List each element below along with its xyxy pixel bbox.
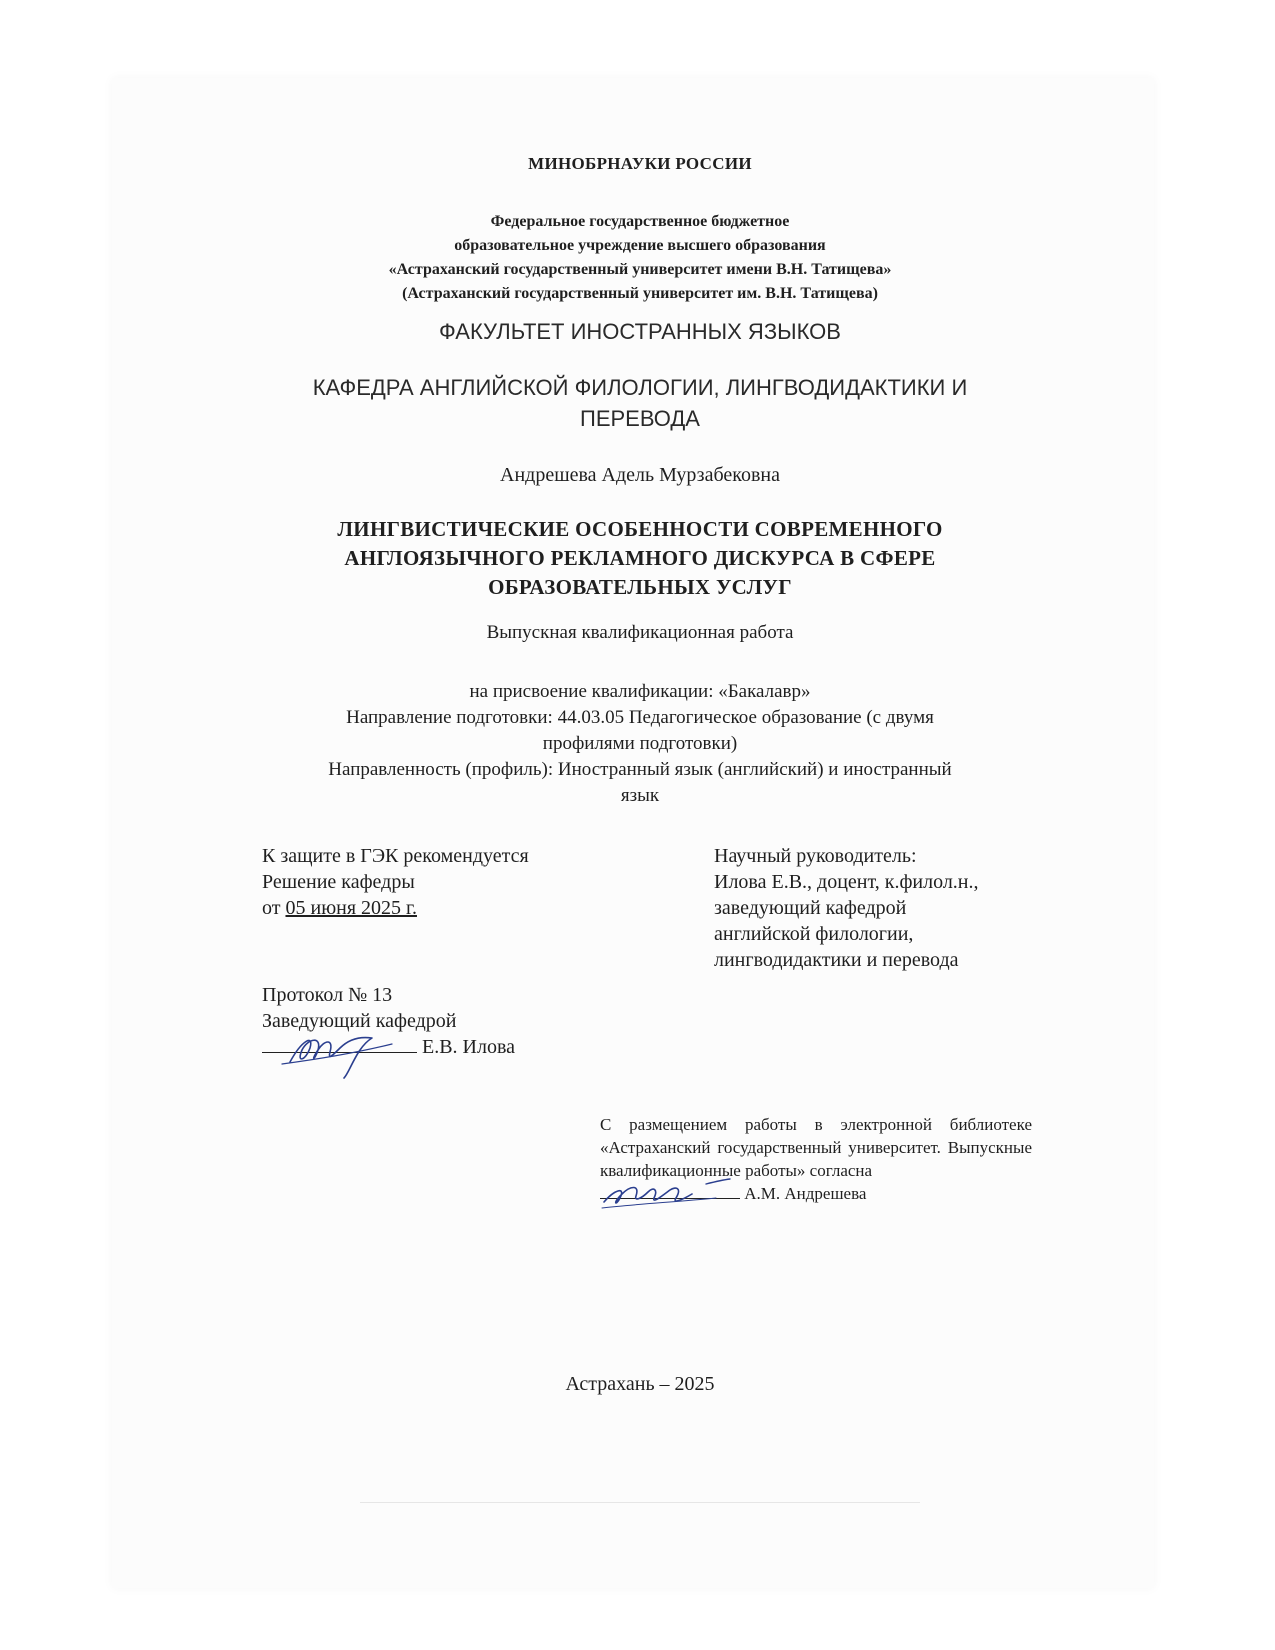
supervisor-line: Научный руководитель: bbox=[714, 845, 917, 867]
qualification-line: язык bbox=[620, 785, 660, 806]
institution-line: образовательное учреждение высшего образования bbox=[454, 237, 826, 254]
qualification-line: профилями подготовки) bbox=[542, 733, 738, 754]
ministry-name: МИНОБРНАУКИ РОССИИ bbox=[528, 154, 752, 173]
qualification-line: Направление подготовки: 44.03.05 Педагогическое образование (с двумя bbox=[346, 707, 934, 728]
supervisor-line: английской филологии, bbox=[714, 923, 914, 945]
signature-blank bbox=[600, 1182, 740, 1199]
signature-blank bbox=[262, 1034, 417, 1053]
institution-line: Федеральное государственное бюджетное bbox=[490, 213, 790, 230]
supervisor-block bbox=[714, 843, 1054, 973]
work-type: Выпускная квалификационная работа bbox=[486, 622, 794, 643]
defense-date: 05 июня 2025 г. bbox=[285, 897, 417, 919]
defense-date-line bbox=[262, 895, 642, 921]
department-name bbox=[265, 372, 1015, 434]
defense-line: Решение кафедры bbox=[262, 871, 415, 893]
department-line: ПЕРЕВОДА bbox=[580, 406, 700, 431]
head-signer-name: Е.В. Илова bbox=[422, 1036, 516, 1058]
institution-name bbox=[265, 210, 1015, 306]
title-line: ЛИНГВИСТИЧЕСКИЕ ОСОБЕННОСТИ СОВРЕМЕННОГО bbox=[337, 517, 943, 541]
supervisor-line: Илова Е.В., доцент, к.филол.н., bbox=[714, 871, 979, 893]
institution-line: (Астраханский государственный университет им. В.Н. Татищева) bbox=[402, 285, 878, 302]
thesis-title bbox=[265, 515, 1015, 602]
title-line: ОБРАЗОВАТЕЛЬНЫХ УСЛУГ bbox=[488, 575, 792, 599]
defense-line: К защите в ГЭК рекомендуется bbox=[262, 845, 529, 867]
head-signature-line bbox=[262, 1034, 642, 1060]
title-line: АНГЛОЯЗЫЧНОГО РЕКЛАМНОГО ДИСКУРСА В СФЕРЕ bbox=[344, 546, 936, 570]
student-signature-line bbox=[600, 1182, 1032, 1205]
department-line: КАФЕДРА АНГЛИЙСКОЙ ФИЛОЛОГИИ, ЛИНГВОДИДАКТИКИ И bbox=[312, 375, 968, 400]
qualification-line: Направленность (профиль): Иностранный язык (английский) и иностранный bbox=[328, 759, 952, 780]
author-name: Андрешева Адель Мурзабековна bbox=[500, 464, 780, 486]
student-signer-name: А.М. Андрешева bbox=[744, 1184, 867, 1203]
city-year: Астрахань – 2025 bbox=[565, 1373, 715, 1395]
institution-line: «Астраханский государственный университет имени В.Н. Татищева» bbox=[388, 261, 892, 278]
defense-recommendation bbox=[262, 843, 642, 921]
date-prefix: от bbox=[262, 897, 286, 919]
library-consent-text: С размещением работы в электронной библиотеке «Астраханский государственный университет. Выпускные квалификационные работы» согласна bbox=[600, 1115, 1032, 1180]
library-consent bbox=[600, 1113, 1032, 1205]
head-of-department-label: Заведующий кафедрой bbox=[262, 1010, 457, 1032]
protocol-number: Протокол № 13 bbox=[262, 984, 393, 1006]
supervisor-line: лингводидактики и перевода bbox=[714, 949, 959, 971]
protocol-block bbox=[262, 982, 642, 1060]
page-edge-divider bbox=[360, 1502, 920, 1503]
supervisor-line: заведующий кафедрой bbox=[714, 897, 907, 919]
qualification-line: на присвоение квалификации: «Бакалавр» bbox=[469, 681, 811, 702]
faculty-name: ФАКУЛЬТЕТ ИНОСТРАННЫХ ЯЗЫКОВ bbox=[439, 319, 841, 344]
qualification-block bbox=[265, 679, 1015, 809]
